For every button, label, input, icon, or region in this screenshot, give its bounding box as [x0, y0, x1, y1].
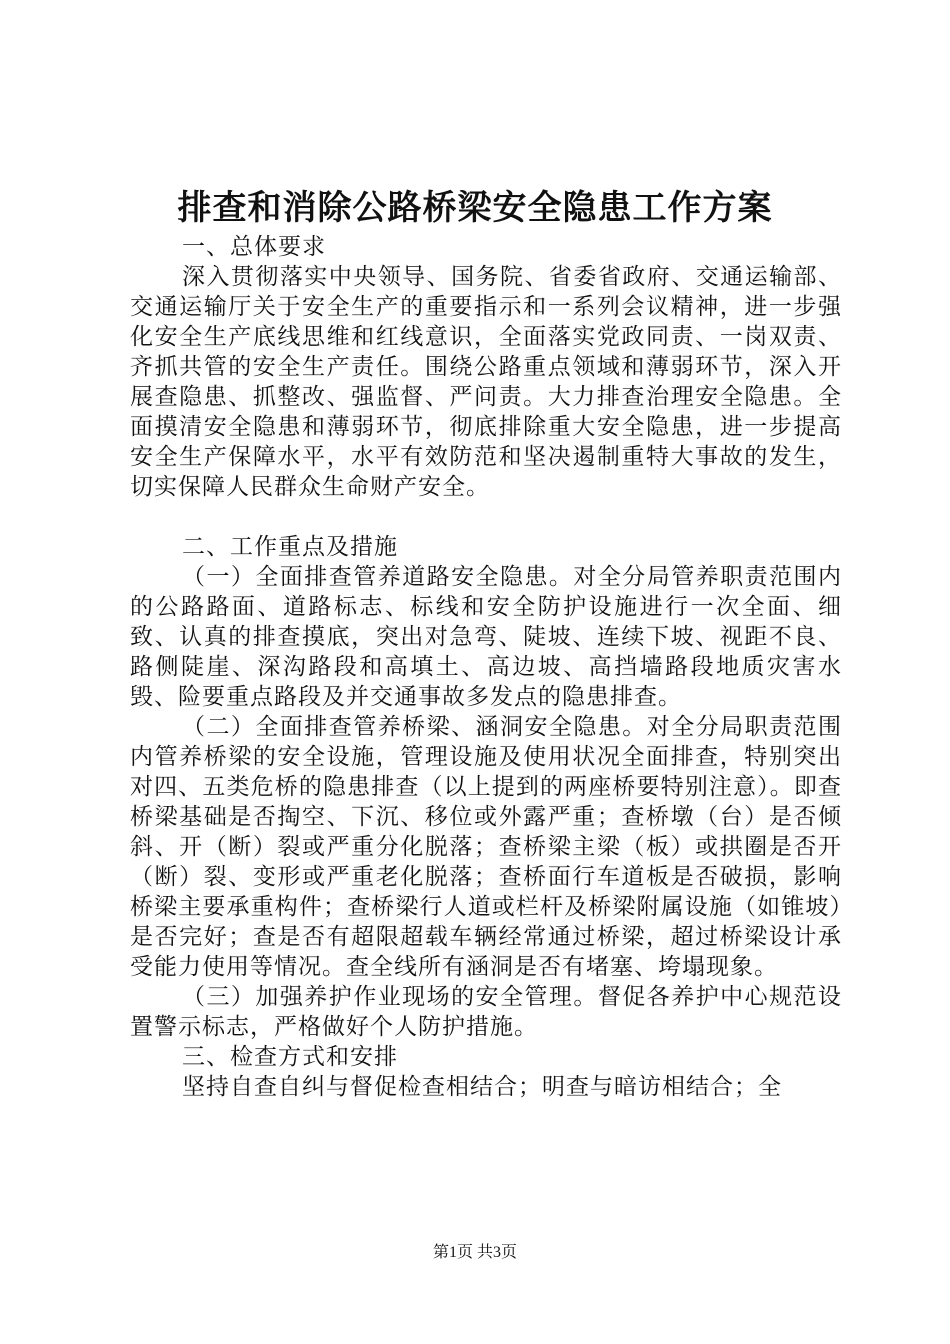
paragraph-general-requirements: 深入贯彻落实中央领导、国务院、省委省政府、交通运输部、交通运输厅关于安全生产的重要指示和一系列会议精神，进一步强化安全生产底线思维和红线意识，全面落实党政同责、一岗双责、齐抓共管的安全生产责任。围绕公路重点领域和薄弱环节，深入开展查隐患、抓整改、强监督、严问责。大力排查治理安全隐患。全面摸清安全隐患和薄弱环节，彻底排除重大安全隐患，进一步提高安全生产保障水平，水平有效防范和坚决遏制重特大事故的发生，切实保障人民群众生命财产安全。 [130, 264, 842, 500]
document-body [130, 232, 842, 1102]
section-heading-3: 三、检查方式和安排 [182, 1044, 398, 1070]
section-heading-1: 一、总体要求 [182, 234, 326, 260]
page-number-footer: 第1页 共3页 [432, 1244, 517, 1261]
paragraph-worksite-safety: （三）加强养护作业现场的安全管理。督促各养护中心规范设置警示标志，严格做好个人防护措施。 [130, 984, 842, 1040]
paragraph-bridge-hazards: （二）全面排查管养桥梁、涵洞安全隐患。对全分局职责范围内管养桥梁的安全设施，管理设施及使用状况全面排查，特别突出对四、五类危桥的隐患排查（以上提到的两座桥要特别注意）。即查桥梁基础是否掏空、下沉、移位或外露严重；查桥墩（台）是否倾斜、开（断）裂或严重分化脱落；查桥梁主梁（板）或拱圈是否开（断）裂、变形或严重老化脱落；查桥面行车道板是否破损，影响桥梁主要承重构件；查桥梁行人道或栏杆及桥梁附属设施（如锥坡）是否完好；查是否有超限超载车辆经常通过桥梁，超过桥梁设计承受能力使用等情况。查全线所有涵洞是否有堵塞、垮塌现象。 [130, 714, 842, 980]
paragraph-road-hazards: （一）全面排查管养道路安全隐患。对全分局管养职责范围内的公路路面、道路标志、标线和安全防护设施进行一次全面、细致、认真的排查摸底，突出对急弯、陡坡、连续下坡、视距不良、路侧陡崖、深沟路段和高填土、高边坡、高挡墙路段地质灾害水毁、险要重点路段及并交通事故多发点的隐患排查。 [130, 564, 842, 710]
document-title: 排查和消除公路桥梁安全隐患工作方案 [177, 188, 773, 228]
section-heading-2: 二、工作重点及措施 [182, 534, 398, 560]
paragraph-inspection-methods: 坚持自查自纠与督促检查相结合；明查与暗访相结合；全 [182, 1074, 782, 1100]
